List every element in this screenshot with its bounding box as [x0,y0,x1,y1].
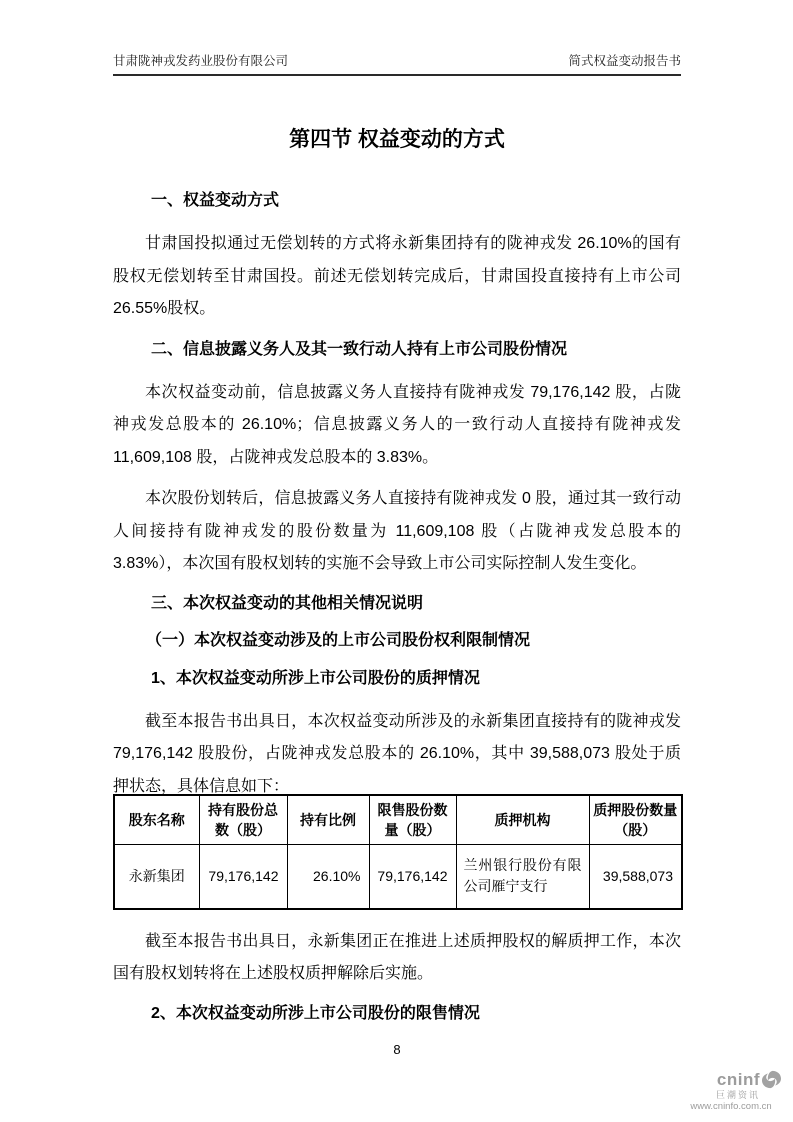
pledge-table-data-row [114,845,682,909]
header-doc-type: 简式权益变动报告书 [568,54,681,68]
cninfo-logo [680,1070,782,1112]
paragraph-before-change: 本次权益变动前，信息披露义务人直接持有陇神戎发 79,176,142 股，占陇神戎发总股本的 26.10%；信息披露义务人的一致行动人直接持有陇神戎发 11,609,108 股，占陇神戎发总股本的 3.83%。 [113,383,681,466]
heading-2-shareholding-status: 二、信息披露义务人及其一致行动人持有上市公司股份情况 [151,340,568,358]
page-number: 8 [393,1041,401,1057]
header-holding-ratio: 持有比例 [287,795,369,845]
cninfo-swirl-icon [761,1070,782,1089]
pledge-table [113,794,683,910]
header-restricted-shares: 限售股份数量（股） [369,795,456,845]
header-pledged-shares: 质押股份数量（股） [589,795,682,845]
cninfo-brand-text: cninf [716,1070,760,1089]
cell-pledged-shares: 39,588,073 [589,845,682,909]
cell-total-shares: 79,176,142 [199,845,287,909]
paragraph-pledge-release: 截至本报告书出具日，永新集团正在推进上述质押股权的解质押工作，本次国有股权划转将在上述股权质押解除后实施。 [113,932,681,982]
paragraph-transfer-summary: 甘肃国投拟通过无偿划转的方式将永新集团持有的陇神戎发 26.10%的国有股权无偿划转至甘肃国投。前述无偿划转完成后，甘肃国投直接持有上市公司 26.55%股权。 [113,235,681,317]
header-pledgee-institution: 质押机构 [456,795,589,845]
header-total-shares: 持有股份总数（股） [199,795,287,845]
heading-3-1-2-lockup-status: 2、本次权益变动所涉上市公司股份的限售情况 [151,1004,480,1022]
page-header [113,54,681,76]
cninfo-logo-row [680,1070,782,1089]
cell-pledgee-institution: 兰州银行股份有限公司雁宁支行 [456,845,589,909]
section-title: 第四节 权益变动的方式 [289,128,505,151]
cninfo-website-url: www.cninfo.com.cn [690,1101,772,1112]
cell-restricted-shares: 79,176,142 [369,845,456,909]
heading-1-equity-change-method: 一、权益变动方式 [151,192,280,209]
header-shareholder-name: 股东名称 [114,795,199,845]
paragraph-after-transfer: 本次股份划转后，信息披露义务人直接持有陇神戎发 0 股，通过其一致行动人间接持有陇神戎发的股份数量为 11,609,108 股（占陇神戎发总股本的 3.83%），本次国有股权划转的实施不会导致上市公司实际控制人发生变化。 [113,490,681,572]
paragraph-pledge-detail: 截至本报告书出具日，本次权益变动所涉及的永新集团直接持有的陇神戎发 79,176,142 股股份，占陇神戎发总股本的 26.10%，其中 39,588,073 股处于质押状态，具体信息如下： [113,712,681,795]
cell-holding-ratio: 26.10% [287,845,369,909]
heading-3-1-rights-restriction: （一）本次权益变动涉及的上市公司股份权利限制情况 [146,631,531,649]
heading-3-other-related-info: 三、本次权益变动的其他相关情况说明 [151,594,424,612]
header-company-name: 甘肃陇神戎发药业股份有限公司 [113,54,289,68]
cell-shareholder-name: 永新集团 [114,845,199,909]
heading-3-1-1-pledge-status: 1、本次权益变动所涉上市公司股份的质押情况 [151,669,480,687]
cninfo-chinese-name: 巨潮资讯 [715,1090,760,1100]
